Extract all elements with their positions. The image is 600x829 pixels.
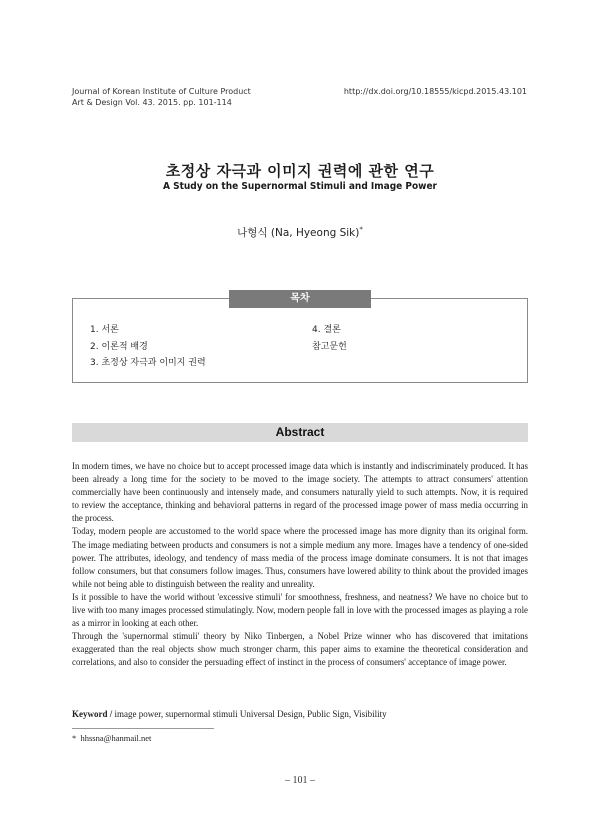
abstract-paragraph: Is it possible to have the world without 'excessive stimuli' for smoothness, freshness, and neatness? We have no choice but to live with too many images processed stimulatingly. Now, modern people fall in love with the processed images as playing a role as a mirror in looking at each other.: [72, 591, 528, 629]
toc-item: 4. 결론: [312, 325, 341, 335]
author-name: 나형식 (Na, Hyeong Sik): [237, 227, 360, 239]
keywords: [72, 709, 528, 719]
journal-volume: Art & Design Vol. 43. 2015. pp. 101-114: [72, 98, 232, 107]
abstract-paragraph: In modern times, we have no choice but to accept processed image data which is instantly and indiscriminately produced. It has been already a long time for the society to be moved to the image society. The attempts to attract consumers' attention commercially have been continuously and intensely made, and consumers naturally yield to such attempts. Now, it is required to review the acceptance, thinking and behavioral patterns in regard of the processed image power of mass media occurring in the process.: [72, 461, 528, 524]
toc-item: 참고문헌: [312, 341, 347, 352]
abstract-paragraph: Through the 'supernormal stimuli' theory by Niko Tinbergen, a Nobel Prize winner who has discovered that imitations exaggerated than the real objects show much stronger charm, this paper aims to examine the theoretical consideration and correlations, and also to consider the persuading effect of instinct in the process of consumers' acceptance of image power.: [72, 631, 528, 668]
abstract-heading: Abstract: [72, 423, 528, 442]
author-footnote-mark: *: [359, 225, 363, 234]
toc-item: 2. 이론적 배경: [90, 341, 148, 352]
title-english: A Study on the Supernormal Stimuli and Image Power: [163, 181, 437, 192]
keyword-text: image power, supernormal stimuli Universal Design, Public Sign, Visibility: [114, 709, 387, 719]
journal-name: Journal of Korean Institute of Culture Product: [72, 87, 251, 96]
toc-heading: 목차: [229, 290, 371, 308]
abstract-body: [72, 460, 528, 670]
page-number: – 101 –: [285, 775, 315, 786]
author-email: hhssna@hanmail.net: [80, 733, 152, 743]
journal-info: [72, 86, 251, 108]
doi-link[interactable]: http://dx.doi.org/10.18555/kicpd.2015.43.101: [343, 87, 527, 96]
footnote: [72, 733, 151, 743]
title-korean: 초정상 자극과 이미지 권력에 관한 연구: [165, 162, 435, 180]
toc-item: 3. 초정상 자극과 이미지 권력: [90, 358, 206, 368]
toc-item: 1. 서론: [90, 325, 119, 335]
abstract-paragraph: Today, modern people are accustomed to the world space where the processed image has more dignity than its original form. The image mediating between products and consumers is not a simple medium any more. Images have a tendency of one-sided power. The attributes, ideology, and tendency of mass media of the process image dominate consumers. It is not that images follow consumers, but that consumers follow images. Thus, consumers have lowered ability to think about the provided images while not being able to distinguish between the reality and unreality.: [72, 526, 528, 589]
author: [0, 225, 600, 240]
footnote-mark: *: [72, 733, 77, 743]
keyword-label: Keyword /: [72, 709, 113, 719]
toc-column-left: [90, 322, 206, 372]
toc-column-right: [312, 322, 347, 355]
footnote-divider: [72, 728, 214, 729]
